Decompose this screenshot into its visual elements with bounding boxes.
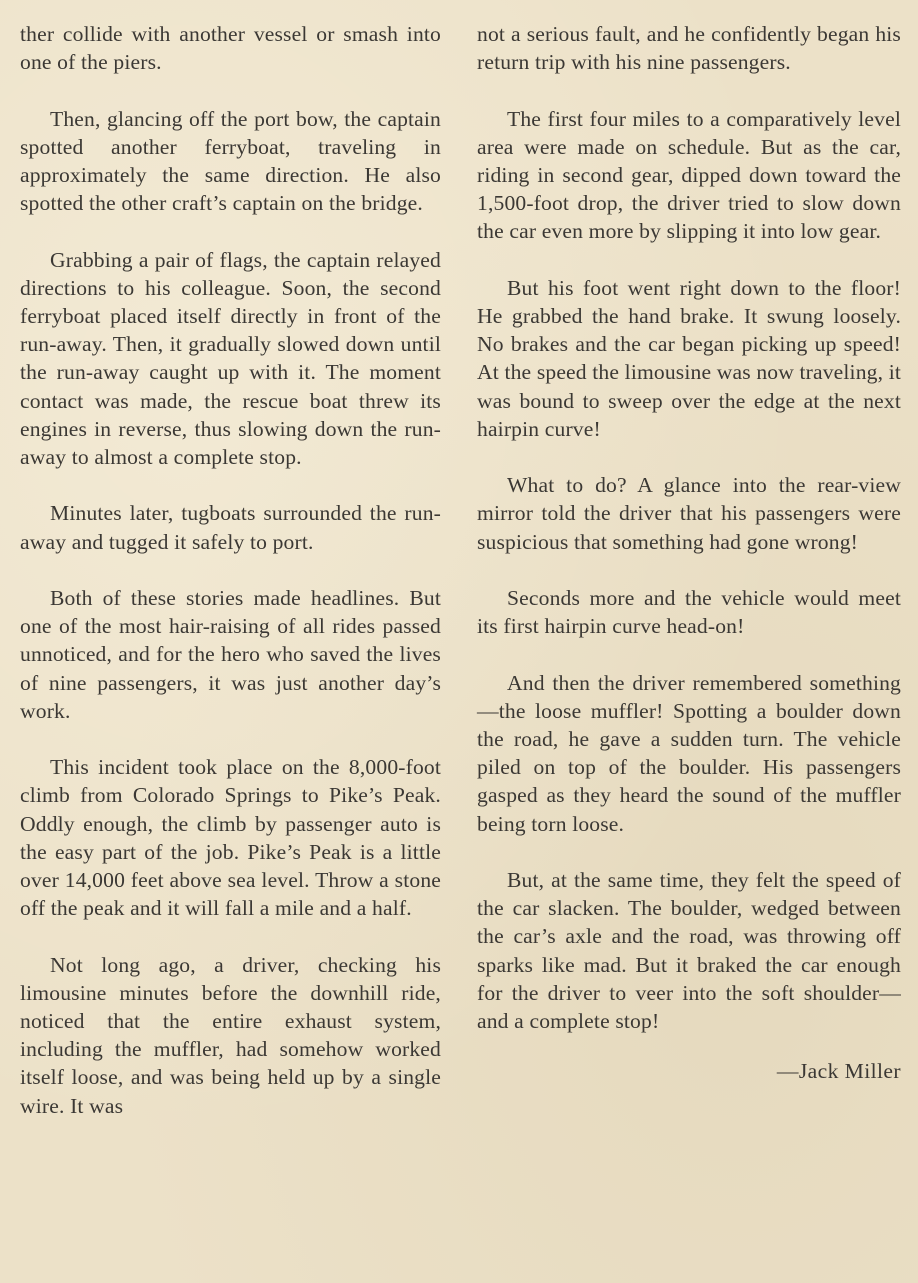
paragraph: The first four miles to a comparatively level area were made on schedule. But as the car, riding in second gear, dipped down toward the 1,500-foot drop, the driver tried to slow down the car even more by slipping it into low gear. <box>477 106 901 244</box>
paragraph: But, at the same time, they felt the speed of the car slacken. The boulder, wedged between the car’s axle and the road, was throwing off sparks like mad. But it braked the car enough for the driver to veer into the soft shoulder—and a complete stop! <box>477 868 901 1034</box>
paragraph: This incident took place on the 8,000-foot climb from Colorado Springs to Pike’s Peak. Oddly enough, the climb by passenger auto is the easy part of the job. Pike’s Peak is a little over 14,000 feet above sea level. Throw a stone off the peak and it will fall a mile and a half. <box>20 755 441 921</box>
author-signature: —Jack Miller <box>776 1059 901 1084</box>
paragraph: Then, glancing off the port bow, the captain spotted another ferryboat, traveling in approximately the same direction. He also spotted the other craft’s captain on the bridge. <box>20 106 441 216</box>
paragraph: ther collide with another vessel or smash into one of the piers. <box>20 22 441 75</box>
paragraph: But his foot went right down to the floor! He grabbed the hand brake. It swung loosely. No brakes and the car began picking up speed! At the speed the limousine was now traveling, it was bound to sweep over the edge at the next hairpin curve! <box>477 275 901 441</box>
paragraph: Not long ago, a driver, checking his limousine minutes before the downhill ride, noticed that the entire exhaust system, including the muffler, had somehow worked itself loose, and was being held up by a single wire. It was <box>20 952 441 1118</box>
left-column <box>20 20 441 1148</box>
right-column <box>477 20 901 1086</box>
paragraph: Seconds more and the vehicle would meet its first hairpin curve head-on! <box>477 586 901 639</box>
paragraph: What to do? A glance into the rear-view mirror told the driver that his passengers were suspicious that something had gone wrong! <box>477 473 901 554</box>
paragraph: And then the driver remembered something—the loose muffler! Spotting a boulder down the road, he gave a sudden turn. The vehicle piled on top of the boulder. His passengers gasped as they heard the sound of the muffler being torn loose. <box>477 670 901 836</box>
paragraph: Minutes later, tugboats surrounded the run-away and tugged it safely to port. <box>20 501 441 554</box>
paragraph: Both of these stories made headlines. But one of the most hair-raising of all rides passed unnoticed, and for the hero who saved the lives of nine passengers, it was just another day’s work. <box>20 586 441 723</box>
paragraph: Grabbing a pair of flags, the captain relayed directions to his colleague. Soon, the second ferryboat placed itself directly in front of the run-away. Then, it gradually slowed down until the run-away caught up with it. The moment contact was made, the rescue boat threw its engines in reverse, thus slowing down the run-away to almost a complete stop. <box>20 247 441 470</box>
paragraph: not a serious fault, and he confidently began his return trip with his nine passengers. <box>477 22 901 75</box>
